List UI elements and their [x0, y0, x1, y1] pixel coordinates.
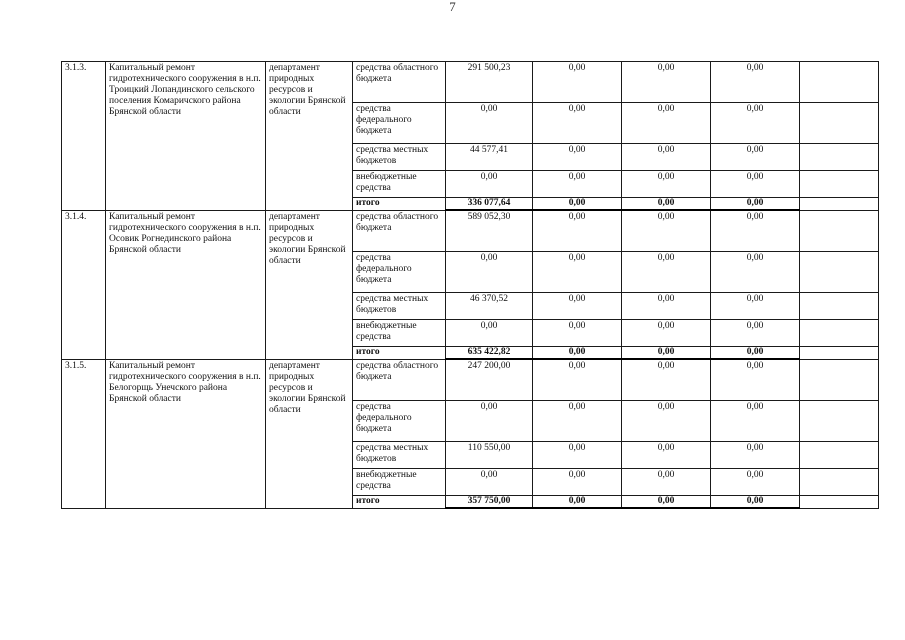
- amount-cell: 0,00: [711, 171, 800, 198]
- total-amount-cell: 0,00: [533, 496, 622, 509]
- amount-cell: 46 370,52: [446, 293, 533, 320]
- funding-source: внебюджетные средства: [353, 320, 446, 347]
- amount-cell: 0,00: [622, 210, 711, 252]
- amount-cell: 589 052,30: [446, 210, 533, 252]
- amount-cell: 0,00: [533, 359, 622, 401]
- page-number: 7: [449, 0, 456, 14]
- amount-cell: 0,00: [711, 469, 800, 496]
- amount-cell: 0,00: [533, 210, 622, 252]
- total-amount-cell: 0,00: [622, 347, 711, 360]
- amount-cell: 0,00: [711, 293, 800, 320]
- total-label: итого: [353, 198, 446, 211]
- funding-source: внебюджетные средства: [353, 469, 446, 496]
- amount-cell: 0,00: [446, 320, 533, 347]
- funding-source: средства федерального бюджета: [353, 103, 446, 144]
- table-row: [62, 210, 879, 252]
- amount-cell: 0,00: [711, 359, 800, 401]
- total-amount-cell: 0,00: [622, 496, 711, 509]
- amount-cell: 0,00: [533, 103, 622, 144]
- amount-cell: 110 550,00: [446, 442, 533, 469]
- empty-cell: [800, 144, 879, 171]
- funding-source: средства федерального бюджета: [353, 401, 446, 442]
- amount-cell: 0,00: [533, 62, 622, 103]
- item-name: Капитальный ремонт гидротехнического сооружения в н.п. Осовик Рогнединского района Брянской области: [106, 210, 266, 359]
- funding-source: средства областного бюджета: [353, 359, 446, 401]
- amount-cell: 0,00: [622, 401, 711, 442]
- amount-cell: 0,00: [622, 320, 711, 347]
- total-amount-cell: 357 750,00: [446, 496, 533, 509]
- empty-cell: [800, 359, 879, 401]
- empty-cell: [800, 293, 879, 320]
- total-amount-cell: 336 077,64: [446, 198, 533, 211]
- total-label: итого: [353, 496, 446, 509]
- empty-cell: [800, 347, 879, 360]
- empty-cell: [800, 469, 879, 496]
- item-name: Капитальный ремонт гидротехнического сооружения в н.п. Белогорщь Унечского района Брянской области: [106, 359, 266, 508]
- item-code: 3.1.4.: [62, 210, 106, 359]
- empty-cell: [800, 198, 879, 211]
- amount-cell: 0,00: [711, 252, 800, 293]
- item-responsible: департамент природных ресурсов и экологии Брянской области: [266, 359, 353, 508]
- amount-cell: 0,00: [622, 103, 711, 144]
- funding-source: средства местных бюджетов: [353, 442, 446, 469]
- funding-source: средства местных бюджетов: [353, 293, 446, 320]
- amount-cell: 0,00: [533, 401, 622, 442]
- total-amount-cell: 0,00: [711, 347, 800, 360]
- table-row: [62, 62, 879, 103]
- amount-cell: 0,00: [622, 144, 711, 171]
- funding-source: средства областного бюджета: [353, 210, 446, 252]
- amount-cell: 0,00: [711, 320, 800, 347]
- amount-cell: 0,00: [622, 469, 711, 496]
- funding-source: внебюджетные средства: [353, 171, 446, 198]
- amount-cell: 0,00: [446, 469, 533, 496]
- total-label: итого: [353, 347, 446, 360]
- amount-cell: 0,00: [533, 320, 622, 347]
- empty-cell: [800, 103, 879, 144]
- table-row: [62, 359, 879, 401]
- amount-cell: 0,00: [711, 62, 800, 103]
- amount-cell: 291 500,23: [446, 62, 533, 103]
- funding-source: средства областного бюджета: [353, 62, 446, 103]
- empty-cell: [800, 171, 879, 198]
- funding-source: средства местных бюджетов: [353, 144, 446, 171]
- amount-cell: 0,00: [622, 171, 711, 198]
- amount-cell: 0,00: [711, 144, 800, 171]
- total-amount-cell: 0,00: [711, 198, 800, 211]
- empty-cell: [800, 252, 879, 293]
- empty-cell: [800, 442, 879, 469]
- amount-cell: 0,00: [622, 359, 711, 401]
- amount-cell: 0,00: [711, 442, 800, 469]
- empty-cell: [800, 320, 879, 347]
- empty-cell: [800, 401, 879, 442]
- total-amount-cell: 0,00: [711, 496, 800, 509]
- amount-cell: 44 577,41: [446, 144, 533, 171]
- amount-cell: 0,00: [446, 252, 533, 293]
- amount-cell: 0,00: [533, 144, 622, 171]
- amount-cell: 0,00: [533, 171, 622, 198]
- empty-cell: [800, 62, 879, 103]
- amount-cell: 0,00: [711, 210, 800, 252]
- item-code: 3.1.3.: [62, 62, 106, 211]
- empty-cell: [800, 210, 879, 252]
- amount-cell: 0,00: [446, 171, 533, 198]
- amount-cell: 0,00: [622, 293, 711, 320]
- total-amount-cell: 0,00: [533, 347, 622, 360]
- funding-source: средства федерального бюджета: [353, 252, 446, 293]
- item-name: Капитальный ремонт гидротехнического сооружения в н.п. Троицкий Лопандинского сельского поселения Комаричского района Брянской области: [106, 62, 266, 211]
- total-amount-cell: 0,00: [533, 198, 622, 211]
- amount-cell: 0,00: [711, 401, 800, 442]
- empty-cell: [800, 496, 879, 509]
- amount-cell: 0,00: [533, 293, 622, 320]
- program-budget-table: [61, 61, 879, 509]
- item-code: 3.1.5.: [62, 359, 106, 508]
- amount-cell: 0,00: [622, 62, 711, 103]
- total-amount-cell: 635 422,82: [446, 347, 533, 360]
- amount-cell: 247 200,00: [446, 359, 533, 401]
- item-responsible: департамент природных ресурсов и экологии Брянской области: [266, 210, 353, 359]
- amount-cell: 0,00: [533, 442, 622, 469]
- amount-cell: 0,00: [446, 103, 533, 144]
- amount-cell: 0,00: [622, 252, 711, 293]
- amount-cell: 0,00: [533, 252, 622, 293]
- amount-cell: 0,00: [711, 103, 800, 144]
- total-amount-cell: 0,00: [622, 198, 711, 211]
- amount-cell: 0,00: [533, 469, 622, 496]
- amount-cell: 0,00: [622, 442, 711, 469]
- amount-cell: 0,00: [446, 401, 533, 442]
- item-responsible: департамент природных ресурсов и экологии Брянской области: [266, 62, 353, 211]
